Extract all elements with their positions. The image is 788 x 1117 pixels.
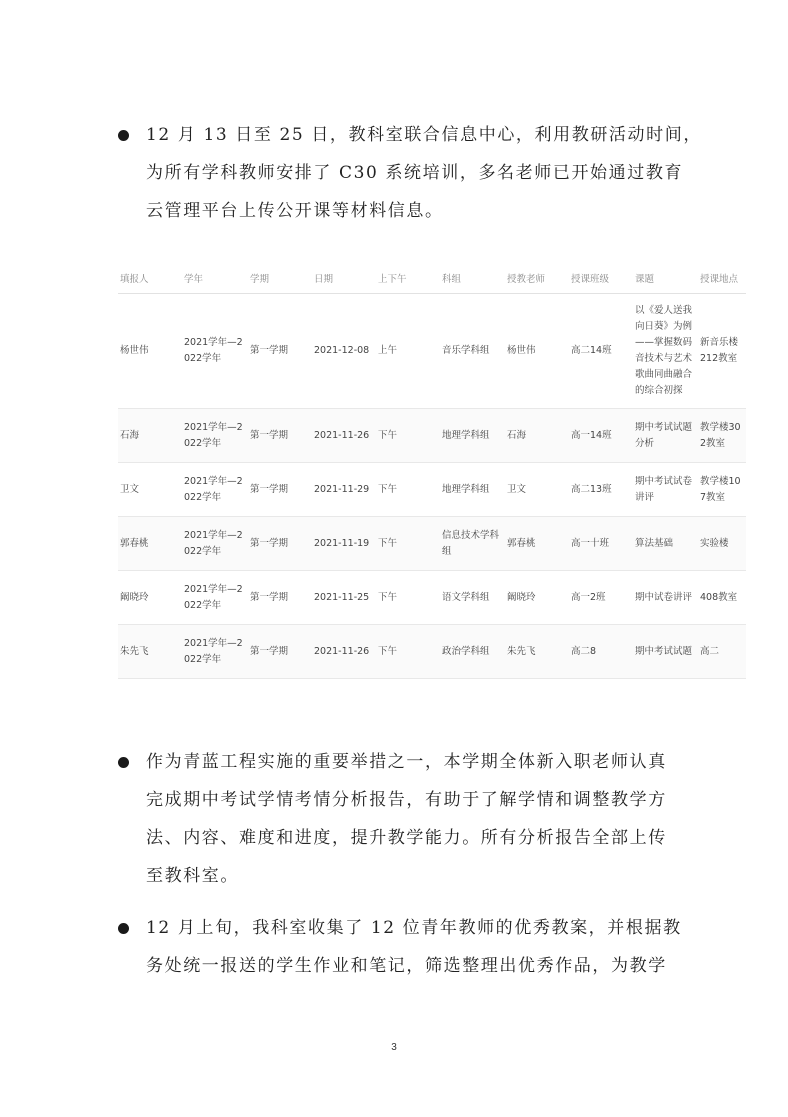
cell-topic: 算法基础 (633, 517, 698, 571)
cell-date: 2021-12-08 (312, 294, 376, 409)
cell-school-year: 2021学年—2022学年 (182, 571, 248, 625)
cell-subject-group: 语文学科组 (440, 571, 505, 625)
cell-subject-group: 信息技术学科组 (440, 517, 505, 571)
cell-time-of-day: 下午 (376, 517, 440, 571)
header-subject-group: 科组 (440, 263, 505, 294)
cell-time-of-day: 下午 (376, 571, 440, 625)
cell-subject-group: 政治学科组 (440, 625, 505, 679)
cell-semester: 第一学期 (248, 517, 312, 571)
cell-filler: 杨世伟 (118, 294, 182, 409)
header-filler: 填报人 (118, 263, 182, 294)
cell-date: 2021-11-19 (312, 517, 376, 571)
table-header-row (118, 263, 746, 294)
cell-school-year: 2021学年—2022学年 (182, 294, 248, 409)
paragraph-line: 务处统一报送的学生作业和笔记，筛选整理出优秀作品，为教学 (146, 956, 667, 976)
cell-semester: 第一学期 (248, 571, 312, 625)
cell-subject-group: 音乐学科组 (440, 294, 505, 409)
cell-school-year: 2021学年—2022学年 (182, 463, 248, 517)
cell-topic: 期中考试试题 (633, 625, 698, 679)
cell-teacher: 杨世伟 (505, 294, 569, 409)
cell-time-of-day: 下午 (376, 625, 440, 679)
cell-class: 高二14班 (569, 294, 633, 409)
cell-date: 2021-11-25 (312, 571, 376, 625)
cell-filler: 卫文 (118, 463, 182, 517)
header-time-of-day: 上下午 (376, 263, 440, 294)
cell-time-of-day: 上午 (376, 294, 440, 409)
cell-time-of-day: 下午 (376, 409, 440, 463)
paragraph-line: 至教科室。 (146, 866, 239, 886)
cell-school-year: 2021学年—2022学年 (182, 517, 248, 571)
header-location: 授课地点 (698, 263, 746, 294)
paragraph-line: 12 月 13 日至 25 日，教科室联合信息中心，利用教研活动时间， (146, 125, 702, 145)
header-semester: 学期 (248, 263, 312, 294)
cell-semester: 第一学期 (248, 294, 312, 409)
table-row (118, 463, 746, 517)
bullet-dot-icon (118, 130, 129, 141)
bullet-dot-icon (118, 923, 129, 934)
bullet-dot-icon (118, 757, 129, 768)
table-row (118, 517, 746, 571)
cell-location: 教学楼107教室 (698, 463, 746, 517)
cell-class: 高一2班 (569, 571, 633, 625)
cell-topic: 期中考试试题分析 (633, 409, 698, 463)
cell-filler: 郭春桃 (118, 517, 182, 571)
cell-filler: 朱先飞 (118, 625, 182, 679)
cell-filler: 石海 (118, 409, 182, 463)
cell-class: 高二8 (569, 625, 633, 679)
open-class-table (118, 263, 746, 679)
table-row (118, 409, 746, 463)
paragraph-line: 完成期中考试学情考情分析报告，有助于了解学情和调整教学方 (146, 790, 667, 810)
cell-location: 实验楼 (698, 517, 746, 571)
cell-class: 高一十班 (569, 517, 633, 571)
cell-date: 2021-11-26 (312, 409, 376, 463)
cell-teacher: 朱先飞 (505, 625, 569, 679)
cell-subject-group: 地理学科组 (440, 409, 505, 463)
cell-topic: 期中试卷讲评 (633, 571, 698, 625)
paragraph-line: 作为青蓝工程实施的重要举措之一，本学期全体新入职老师认真 (146, 752, 667, 772)
header-school-year: 学年 (182, 263, 248, 294)
cell-filler: 阚晓玲 (118, 571, 182, 625)
cell-semester: 第一学期 (248, 463, 312, 517)
header-topic: 课题 (633, 263, 698, 294)
cell-class: 高二13班 (569, 463, 633, 517)
page-number: 3 (391, 1042, 397, 1053)
cell-date: 2021-11-26 (312, 625, 376, 679)
paragraph-line: 法、内容、难度和进度，提升教学能力。所有分析报告全部上传 (146, 828, 667, 848)
cell-location: 高二 (698, 625, 746, 679)
paragraph-line: 云管理平台上传公开课等材料信息。 (146, 201, 444, 221)
cell-location: 教学楼302教室 (698, 409, 746, 463)
table-row (118, 571, 746, 625)
paragraph-line: 12 月上旬，我科室收集了 12 位青年教师的优秀教案，并根据教 (146, 918, 682, 938)
bullet-lesson-plans (118, 909, 718, 985)
table-row (118, 294, 746, 409)
cell-school-year: 2021学年—2022学年 (182, 409, 248, 463)
cell-location: 新音乐楼212教室 (698, 294, 746, 409)
cell-semester: 第一学期 (248, 409, 312, 463)
cell-location: 408教室 (698, 571, 746, 625)
cell-teacher: 卫文 (505, 463, 569, 517)
header-class: 授课班级 (569, 263, 633, 294)
paragraph-training (146, 116, 718, 230)
cell-date: 2021-11-29 (312, 463, 376, 517)
cell-subject-group: 地理学科组 (440, 463, 505, 517)
cell-teacher: 石海 (505, 409, 569, 463)
cell-time-of-day: 下午 (376, 463, 440, 517)
cell-topic: 期中考试试卷讲评 (633, 463, 698, 517)
paragraph-line: 为所有学科教师安排了 C30 系统培训，多名老师已开始通过教育 (146, 163, 684, 183)
header-teacher: 授教老师 (505, 263, 569, 294)
cell-school-year: 2021学年—2022学年 (182, 625, 248, 679)
bullet-new-teachers (118, 743, 718, 895)
paragraph-new-teachers (146, 743, 718, 895)
cell-topic: 以《爱人送我向日葵》为例——掌握数码音技术与艺术歌曲同曲融合的综合初探 (633, 294, 698, 409)
cell-semester: 第一学期 (248, 625, 312, 679)
header-date: 日期 (312, 263, 376, 294)
bullet-training (118, 116, 718, 230)
cell-teacher: 郭春桃 (505, 517, 569, 571)
cell-teacher: 阚晓玲 (505, 571, 569, 625)
paragraph-lesson-plans (146, 909, 718, 985)
table-row (118, 625, 746, 679)
cell-class: 高一14班 (569, 409, 633, 463)
